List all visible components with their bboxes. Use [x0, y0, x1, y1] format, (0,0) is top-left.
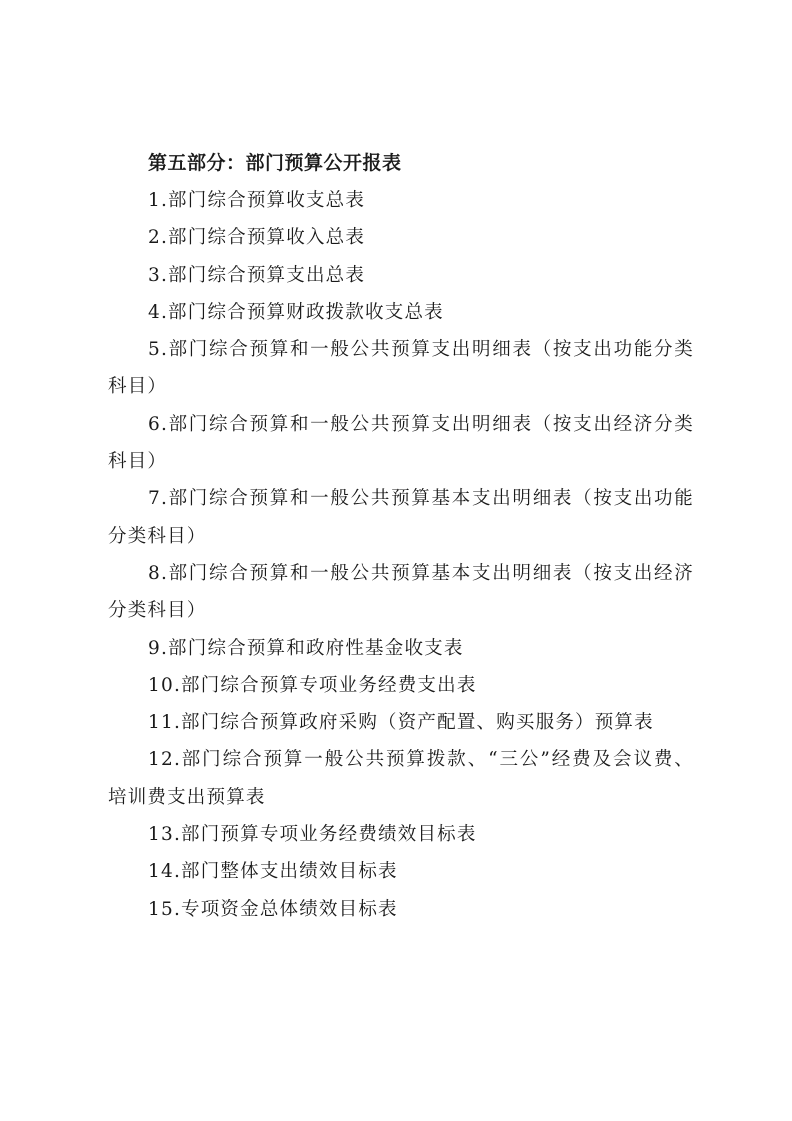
document-body — [108, 145, 694, 928]
report-table-list — [108, 182, 694, 928]
list-item: 11.部门综合预算政府采购（资产配置、购买服务）预算表 — [148, 712, 654, 734]
list-item: 2.部门综合预算收入总表 — [148, 227, 366, 249]
list-item: 14.部门整体支出绩效目标表 — [148, 861, 398, 883]
list-item: 10.部门综合预算专项业务经费支出表 — [148, 674, 477, 696]
list-item: 4.部门综合预算财政拨款收支总表 — [148, 301, 444, 323]
list-item: 9.部门综合预算和政府性基金收支表 — [148, 637, 464, 659]
list-item: 7.部门综合预算和一般公共预算基本支出明细表（按支出功能分类科目） — [108, 488, 694, 547]
list-item: 13.部门预算专项业务经费绩效目标表 — [148, 824, 477, 846]
section-title: 第五部分：部门预算公开报表 — [148, 152, 402, 174]
list-item: 5.部门综合预算和一般公共预算支出明细表（按支出功能分类科目） — [108, 339, 694, 398]
list-item: 1.部门综合预算收支总表 — [148, 190, 366, 211]
list-item: 8.部门综合预算和一般公共预算基本支出明细表（按支出经济分类科目） — [108, 562, 694, 622]
list-item: 6.部门综合预算和一般公共预算支出明细表（按支出经济分类科目） — [108, 413, 694, 473]
list-item: 12.部门综合预算一般公共预算拨款、“三公”经费及会议费、培训费支出预算表 — [108, 749, 694, 808]
list-item: 15.专项资金总体绩效目标表 — [148, 898, 398, 920]
list-item: 3.部门综合预算支出总表 — [148, 264, 366, 286]
